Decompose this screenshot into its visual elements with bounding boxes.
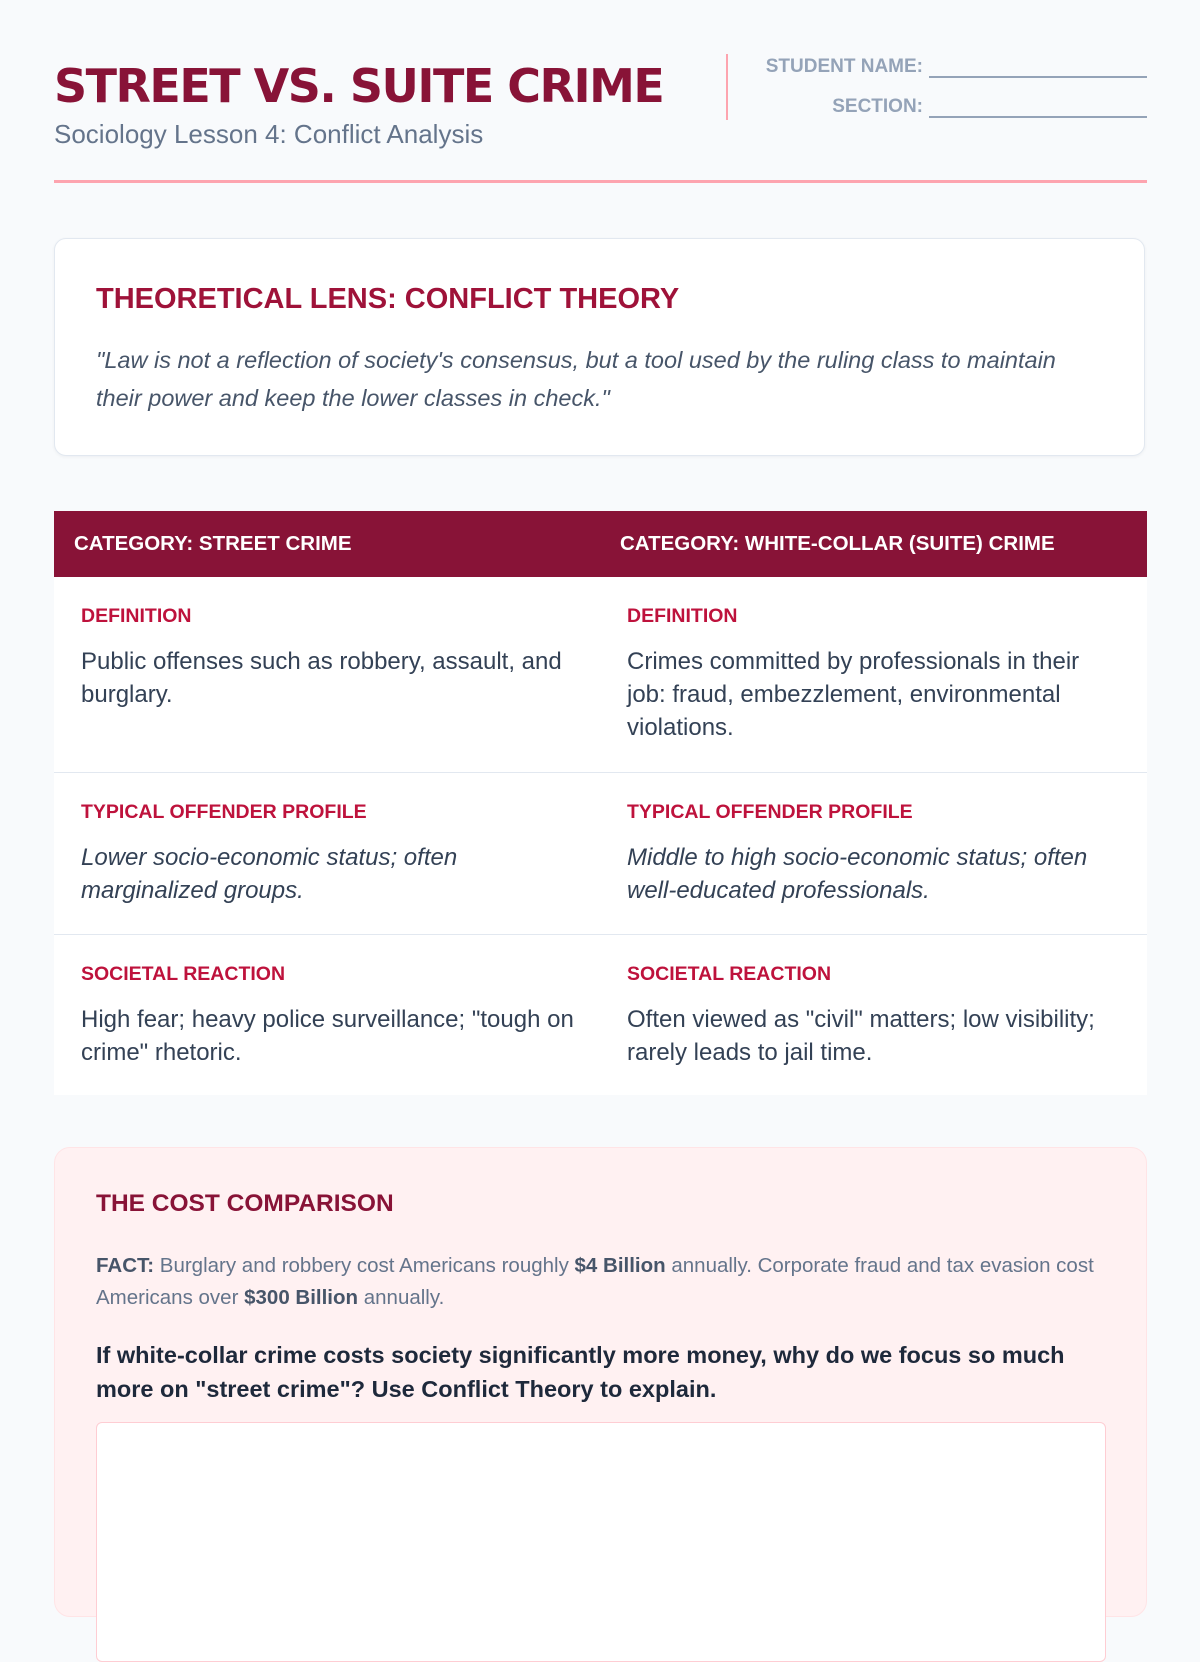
table-row (54, 935, 1147, 1095)
table-cell-street (54, 577, 600, 772)
table-row (54, 577, 1147, 773)
table-row (54, 773, 1147, 935)
cost-heading: THE COST COMPARISON (96, 1190, 394, 1217)
table-cell-suite (600, 935, 1146, 1095)
section-row (747, 92, 1147, 118)
page-subtitle: Sociology Lesson 4: Conflict Analysis (54, 119, 484, 149)
table-cell-street (54, 773, 600, 934)
suite-reaction-text: Often viewed as "civil" matters; low visibility; rarely leads to jail time. (627, 1006, 1095, 1066)
cost-fact (96, 1250, 1096, 1314)
comparison-table (54, 511, 1147, 1095)
student-name-row (747, 52, 1147, 78)
street-definition-text: Public offenses such as robbery, assault, and burglary. (81, 648, 562, 708)
cost-question: If white-collar crime costs society significantly more money, why do we focus so much more on "street crime"? Use Conflict Theory to explain. (96, 1342, 1065, 1402)
theory-card (54, 238, 1145, 456)
worksheet-header (54, 52, 1147, 182)
suite-definition-text: Crimes committed by professionals in their job: fraud, embezzlement, environmental violations. (627, 648, 1080, 741)
table-header (54, 511, 1147, 577)
suite-offender-text: Middle to high socio-economic status; often well-educated professionals. (627, 844, 1088, 904)
student-name-label: STUDENT NAME: (765, 56, 923, 77)
column-header-street: CATEGORY: STREET CRIME (74, 532, 352, 555)
row-label: SOCIETAL REACTION (627, 963, 832, 985)
row-label: TYPICAL OFFENDER PROFILE (81, 801, 367, 823)
fact-amount-street: $4 Billion (574, 1254, 666, 1277)
header-rule (54, 180, 1147, 183)
column-header-suite: CATEGORY: WHITE-COLLAR (SUITE) CRIME (620, 532, 1055, 555)
fact-label: FACT: (96, 1254, 155, 1277)
student-info-fields (747, 52, 1147, 132)
section-label: SECTION: (832, 96, 923, 117)
row-label: DEFINITION (627, 605, 738, 627)
theory-quote: "Law is not a reflection of society's consensus, but a tool used by the ruling class to maintain their power and keep the lower classes in check." (96, 347, 1056, 411)
street-reaction-text: High fear; heavy police surveillance; "tough on crime" rhetoric. (81, 1006, 574, 1066)
fact-text-2: annually. Corporate fraud and tax evasion cost Americans over (96, 1254, 1094, 1309)
street-offender-text: Lower socio-economic status; often marginalized groups. (81, 844, 458, 904)
fact-text-3: annually. (358, 1286, 445, 1309)
page-title: STREET VS. SUITE CRIME (54, 59, 664, 113)
row-label: SOCIETAL REACTION (81, 963, 286, 985)
cost-comparison-card (54, 1147, 1147, 1617)
section-field[interactable] (929, 96, 1147, 118)
table-cell-suite (600, 577, 1146, 772)
table-cell-suite (600, 773, 1146, 934)
answer-textarea[interactable] (96, 1422, 1106, 1662)
header-divider (726, 54, 728, 120)
row-label: TYPICAL OFFENDER PROFILE (627, 801, 913, 823)
table-cell-street (54, 935, 600, 1095)
theory-heading: THEORETICAL LENS: CONFLICT THEORY (96, 283, 680, 315)
fact-amount-suite: $300 Billion (244, 1286, 359, 1309)
row-label: DEFINITION (81, 605, 192, 627)
fact-text-1: Burglary and robbery cost Americans roughly (154, 1254, 575, 1277)
student-name-field[interactable] (929, 56, 1147, 78)
